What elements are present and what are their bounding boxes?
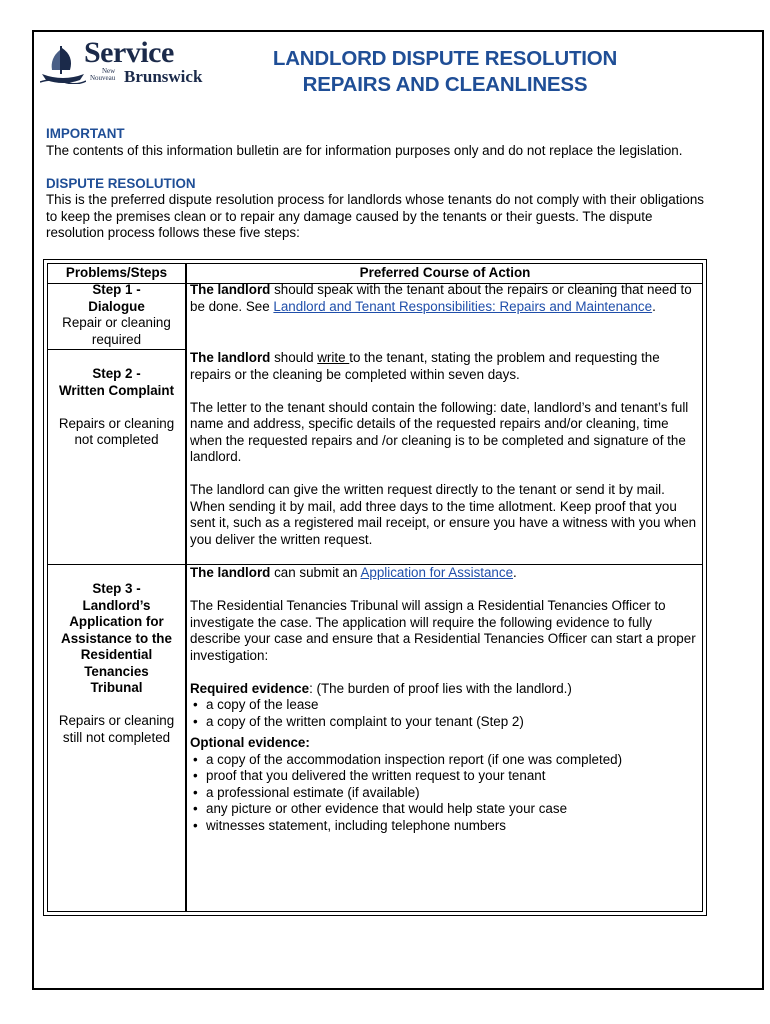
step1-title-line2: Dialogue xyxy=(88,298,145,314)
step3-title-line: Tribunal xyxy=(90,680,143,695)
step2-action-subject: The landlord xyxy=(190,350,271,365)
step1-action xyxy=(190,282,700,315)
required-evidence-list xyxy=(190,697,700,730)
step2-para1-b: to the tenant, stating the problem and requesting the repairs or the cleaning be completed within seven days. xyxy=(190,350,660,382)
step1-desc-line1: Repair or cleaning xyxy=(62,315,171,330)
step3-title-line: Application for xyxy=(69,614,164,629)
step2-cell xyxy=(48,366,185,449)
list-item: • a copy of the written complaint to your tenant (Step 2) xyxy=(190,714,700,731)
step1-action-text: should speak with the tenant about the repairs or cleaning that need to be done. See xyxy=(190,282,692,314)
list-item: • a copy of the accommodation inspection report (if one was completed) xyxy=(190,752,700,769)
step1-action-end: . xyxy=(652,298,656,314)
document-title xyxy=(250,46,640,98)
step1-action-subject: The landlord xyxy=(190,282,271,297)
step2-para1 xyxy=(190,350,700,383)
step2-title-line2: Written Complaint xyxy=(58,382,175,398)
step2-desc-line2: not completed xyxy=(74,432,159,447)
col-header-action: Preferred Course of Action xyxy=(359,265,531,280)
step3-para2: The Residential Tenancies Tribunal will assign a Residential Tenancies Officer to investigate the case. The application will require the following evidence to fully describe your case and ensure that a Residential Tenancies Officer can start a proper investigation: xyxy=(190,598,696,663)
steps-table-inner xyxy=(47,263,703,912)
step3-action-subject: The landlord xyxy=(190,565,271,580)
step3-cell xyxy=(48,581,185,746)
steps-table xyxy=(43,259,707,916)
optional-evidence-heading: Optional evidence: xyxy=(190,735,310,750)
title-line-1: LANDLORD DISPUTE RESOLUTION xyxy=(272,47,618,70)
step2-title-line1: Step 2 - xyxy=(92,366,141,381)
write-underlined: write xyxy=(317,350,350,365)
step3-title-line: Landlord’s xyxy=(82,597,151,613)
step3-desc-line1: Repairs or cleaning xyxy=(58,713,175,728)
dispute-heading: DISPUTE RESOLUTION xyxy=(46,176,196,191)
logo-service-text: Service xyxy=(84,36,174,69)
step3-title-line: Step 3 - xyxy=(92,581,141,596)
step1-rule xyxy=(48,349,185,350)
step2-para1-a: should xyxy=(270,350,318,365)
list-item: • witnesses statement, including telephone numbers xyxy=(190,818,700,835)
logo-new-text: New xyxy=(102,67,116,75)
important-text: The contents of this information bulletin are for information purposes only and do not replace the legislation. xyxy=(46,143,683,158)
col-header-steps: Problems/Steps xyxy=(65,265,168,280)
step2-desc-line1: Repairs or cleaning xyxy=(58,415,175,431)
step1-title-line1: Step 1 - xyxy=(92,282,141,297)
optional-evidence-list xyxy=(190,752,700,835)
step3-action xyxy=(190,565,700,834)
application-link[interactable]: Application for Assistance xyxy=(360,565,514,580)
logo-nouveau-text: Nouveau xyxy=(90,74,116,82)
list-item: • proof that you delivered the written request to your tenant xyxy=(190,768,700,785)
step1-desc-line2: required xyxy=(91,331,142,347)
step3-para1-a: can submit an xyxy=(270,565,361,580)
step2-action xyxy=(190,350,700,548)
required-evidence-line xyxy=(190,681,700,698)
step3-para1-end: . xyxy=(513,565,517,580)
step3-title-line: Tenancies xyxy=(84,663,149,679)
step2-para3: The landlord can give the written request directly to the tenant or send it by mail. When sending it by mail, add three days to the time allotment. Keep proof that you sent it, such as a registered mail receipt, or ensure you have a witness with you when you deliver the written request. xyxy=(190,482,697,547)
step3-para1 xyxy=(190,565,700,582)
step2-para2: The letter to the tenant should contain the following: date, landlord’s and tenant’s full name and address, specific details of the requested repairs and/or cleaning, time when the requested repairs and /or cleaning is to be completed and signature of the landlord. xyxy=(190,399,689,464)
required-evidence-label: Required evidence xyxy=(190,680,310,696)
column-divider xyxy=(185,264,187,911)
title-line-2: REPAIRS AND CLEANLINESS xyxy=(302,73,588,96)
step3-desc-line2: still not completed xyxy=(62,729,171,745)
step3-title-line: Assistance to the xyxy=(61,630,172,646)
logo-brunswick-text: Brunswick xyxy=(124,67,203,86)
step1-cell xyxy=(48,282,185,348)
list-item: • any picture or other evidence that would help state your case xyxy=(190,801,700,818)
responsibilities-link[interactable]: Landlord and Tenant Responsibilities: Repairs and Maintenance xyxy=(273,298,653,314)
important-heading: IMPORTANT xyxy=(46,126,125,141)
list-item: • a copy of the lease xyxy=(190,697,700,714)
step3-title-line: Residential xyxy=(80,647,153,662)
dispute-text: This is the preferred dispute resolution process for landlords whose tenants do not comply with their obligations to keep the premises clean or to repair any damage caused by the tenants or their guests. The dispute resolution process follows these five steps: xyxy=(46,192,704,240)
required-evidence-note: : (The burden of proof lies with the landlord.) xyxy=(309,680,572,696)
ship-sail-icon xyxy=(40,44,86,84)
list-item: • a professional estimate (if available) xyxy=(190,785,700,802)
service-nb-logo xyxy=(40,36,203,88)
